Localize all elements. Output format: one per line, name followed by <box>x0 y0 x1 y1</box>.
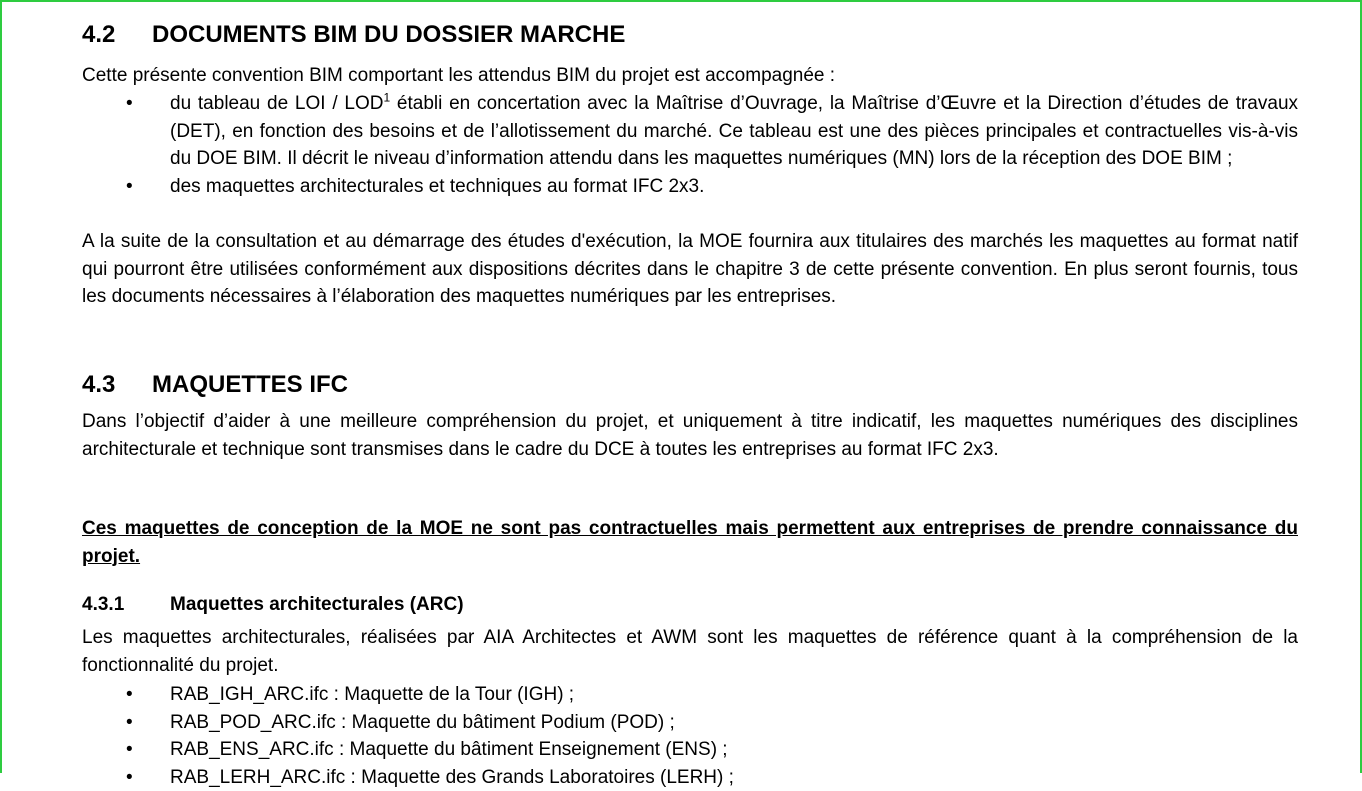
section-heading-4-3-1 <box>82 593 464 617</box>
list-item-text: RAB_POD_ARC.ifc : Maquette du bâtiment Podium (POD) ; <box>170 712 675 733</box>
list-item-text: des maquettes architecturales et techniques au format IFC 2x3. <box>170 176 704 197</box>
bim-documents-list <box>82 90 1298 200</box>
ifc-paragraph: Dans l’objectif d’aider à une meilleure compréhension du projet, et uniquement à titre indicatif, les maquettes numériques des disciplines architecturale et technique sont transmises dans le cadre du DCE à toutes les entreprises au format IFC 2x3. <box>82 408 1298 463</box>
list-item <box>82 709 1298 737</box>
consultation-paragraph: A la suite de la consultation et au démarrage des études d'exécution, la MOE fournira aux titulaires des marchés les maquettes au format natif qui pourront être utilisées conformément aux dispositions décrites dans le chapitre 3 de cette présente convention. En plus seront fournis, tous les documents nécessaires à l’élaboration des maquettes numériques par les entreprises. <box>82 228 1298 311</box>
list-item <box>82 90 1298 173</box>
list-item-text: du tableau de LOI / LOD <box>170 93 383 114</box>
bullet-dot: • <box>126 90 133 118</box>
section-number: 4.2 <box>82 21 152 49</box>
list-item-text: RAB_ENS_ARC.ifc : Maquette du bâtiment Enseignement (ENS) ; <box>170 739 728 760</box>
section-number: 4.3 <box>82 371 152 399</box>
section-title: Maquettes architecturales (ARC) <box>170 594 464 615</box>
non-contractual-notice: Ces maquettes de conception de la MOE ne sont pas contractuelles mais permettent aux entreprises de prendre connaissance du projet. <box>82 515 1298 570</box>
list-item <box>82 681 1298 709</box>
intro-paragraph: Cette présente convention BIM comportant les attendus BIM du projet est accompagnée : <box>82 62 1298 90</box>
section-number: 4.3.1 <box>82 593 170 617</box>
bullet-dot: • <box>126 681 133 709</box>
list-item <box>82 764 1298 791</box>
footnote-ref[interactable]: 1 <box>383 91 390 105</box>
bullet-dot: • <box>126 173 133 201</box>
bullet-dot: • <box>126 764 133 791</box>
section-title: MAQUETTES IFC <box>152 371 348 398</box>
bullet-dot: • <box>126 709 133 737</box>
list-item <box>82 736 1298 764</box>
arc-models-list <box>82 681 1298 791</box>
bullet-dot: • <box>126 736 133 764</box>
section-title: DOCUMENTS BIM DU DOSSIER MARCHE <box>152 21 625 48</box>
list-item-text: RAB_IGH_ARC.ifc : Maquette de la Tour (IGH) ; <box>170 684 574 705</box>
list-item-text-cont: établi en concertation avec la Maîtrise d’Ouvrage, la Maîtrise d’Œuvre et la Direction d’études de travaux (DET), en fonction des besoins et de l’allotissement du marché. Ce tableau est une des pièces principales et contractuelles vis-à-vis du DOE BIM. Il décrit le niveau d’information attendu dans les maquettes numériques (MN) lors de la réception des DOE BIM ; <box>170 93 1298 169</box>
section-heading-4-2 <box>82 21 625 49</box>
arc-paragraph: Les maquettes architecturales, réalisées par AIA Architectes et AWM sont les maquettes de référence quant à la compréhension de la fonctionnalité du projet. <box>82 624 1298 679</box>
list-item <box>82 173 1298 201</box>
section-heading-4-3 <box>82 371 348 399</box>
list-item-text: RAB_LERH_ARC.ifc : Maquette des Grands Laboratoires (LERH) ; <box>170 767 734 788</box>
